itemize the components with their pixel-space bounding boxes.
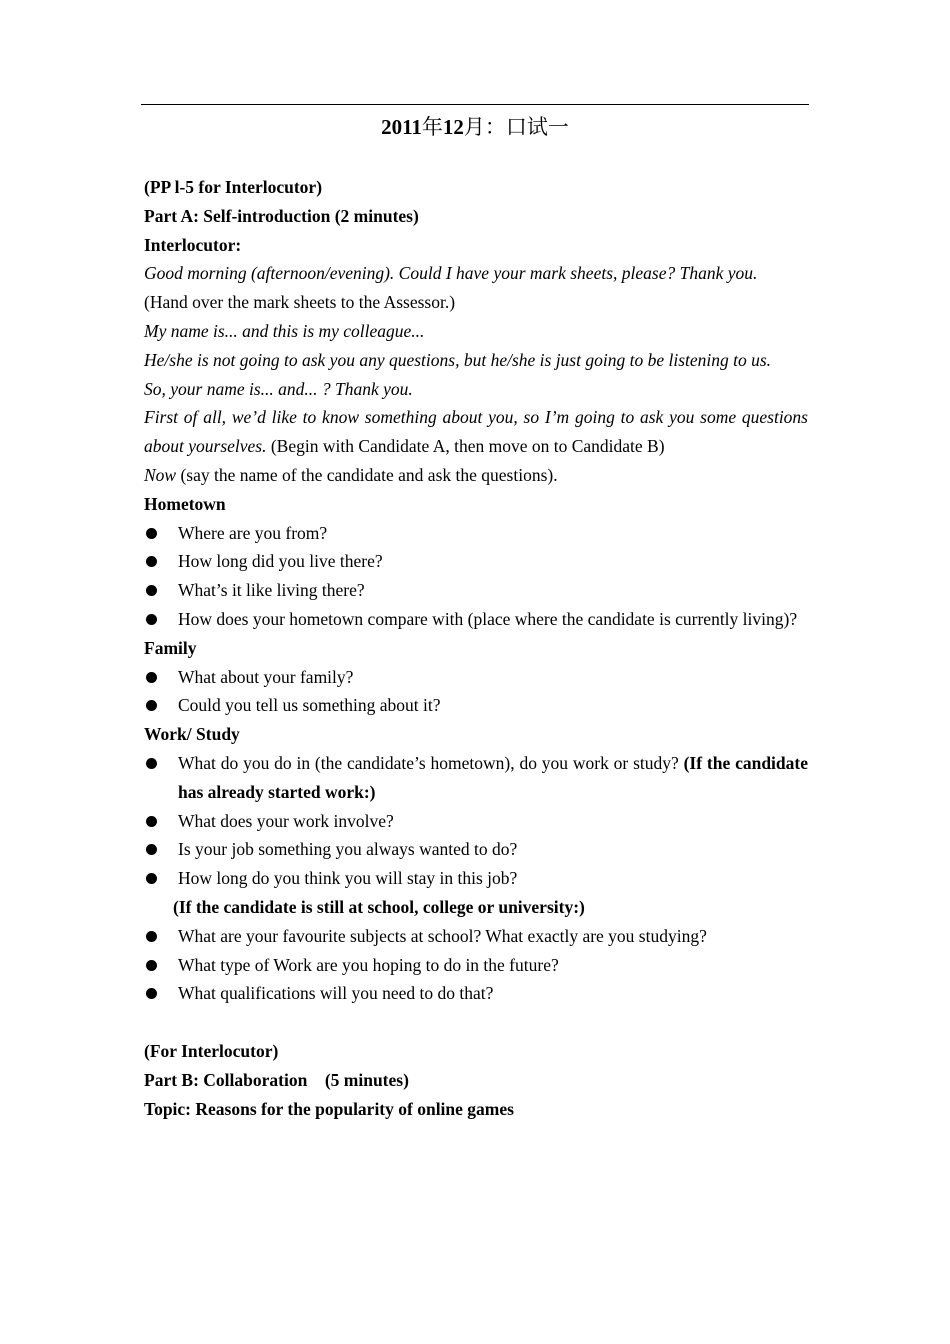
list-item: How long did you live there?	[144, 547, 808, 576]
greeting-text: Good morning (afternoon/evening). Could I have your mark sheets, please? Thank you.	[144, 263, 758, 284]
list-item: What does your work involve?	[144, 807, 808, 836]
interlocutor-label: Interlocutor:	[144, 234, 242, 255]
part-b-heading: Part B: Collaboration (5 minutes)	[144, 1069, 409, 1090]
list-item: What qualifications will you need to do that?	[144, 979, 808, 1008]
school-condition-note: (If the candidate is still at school, college or university:)	[173, 896, 585, 917]
list-item: How does your hometown compare with (place where the candidate is currently living)?	[144, 605, 808, 634]
title-year-suffix: 年	[421, 115, 443, 139]
first-of-all-paragraph	[144, 403, 808, 461]
bullet-icon	[146, 960, 157, 971]
listening-line: He/she is not going to ask you any questions, but he/she is just going to be listening to us.	[144, 349, 772, 370]
hand-over-text: (Hand over the mark sheets to the Assessor.)	[144, 292, 456, 313]
list-item: Is your job something you always wanted to do?	[144, 835, 808, 864]
work-condition-note: (If the candidate has already started work:)	[178, 752, 808, 802]
your-name-line: So, your name is... and... ? Thank you.	[144, 378, 413, 399]
name-line: My name is... and this is my colleague...	[144, 320, 425, 341]
list-item: What do you do in (the candidate’s hometown), do you work or study? (If the candidate has already started work:)	[144, 749, 808, 807]
header-rule	[141, 104, 809, 105]
topic-line: Topic: Reasons for the popularity of online games	[144, 1098, 514, 1119]
hometown-heading: Hometown	[144, 493, 226, 514]
now-line	[144, 461, 808, 490]
title-month-suffix: 月：口试一	[463, 115, 569, 139]
list-item: Could you tell us something about it?	[144, 691, 808, 720]
list-item: Where are you from?	[144, 519, 808, 548]
now-rest: (say the name of the candidate and ask the questions).	[176, 464, 558, 485]
bullet-icon	[146, 672, 157, 683]
begin-with-text: (Begin with Candidate A, then move on to Candidate B)	[266, 436, 665, 457]
pp-note: (PP l-5 for Interlocutor)	[144, 177, 323, 197]
for-interlocutor-note: (For Interlocutor)	[144, 1040, 279, 1061]
page-title	[141, 113, 809, 141]
bullet-icon	[146, 844, 157, 855]
title-month: 12	[442, 115, 464, 139]
bullet-icon	[146, 873, 157, 884]
bullet-icon	[146, 758, 157, 769]
first-of-all-text: First of all, we’d like to know something about you, so I’m going to ask you some questions about yourselves.	[144, 407, 808, 457]
bullet-icon	[146, 988, 157, 999]
list-item: What are your favourite subjects at school? What exactly are you studying?	[144, 922, 808, 951]
family-heading: Family	[144, 637, 197, 658]
part-a-heading: Part A: Self-introduction (2 minutes)	[144, 205, 419, 226]
bullet-icon	[146, 585, 157, 596]
list-item: How long do you think you will stay in this job?	[144, 864, 808, 893]
spacer	[144, 1008, 808, 1037]
list-item: What’s it like living there?	[144, 576, 808, 605]
title-year: 2011	[381, 115, 422, 139]
work-heading: Work/ Study	[144, 724, 240, 745]
list-item: What about your family?	[144, 663, 808, 692]
bullet-icon	[146, 528, 157, 539]
list-item: What type of Work are you hoping to do in the future?	[144, 951, 808, 980]
bullet-icon	[146, 556, 157, 567]
bullet-icon	[146, 700, 157, 711]
document-body	[144, 173, 808, 1123]
bullet-icon	[146, 816, 157, 827]
bullet-icon	[146, 931, 157, 942]
bullet-icon	[146, 614, 157, 625]
now-word: Now	[144, 464, 177, 485]
